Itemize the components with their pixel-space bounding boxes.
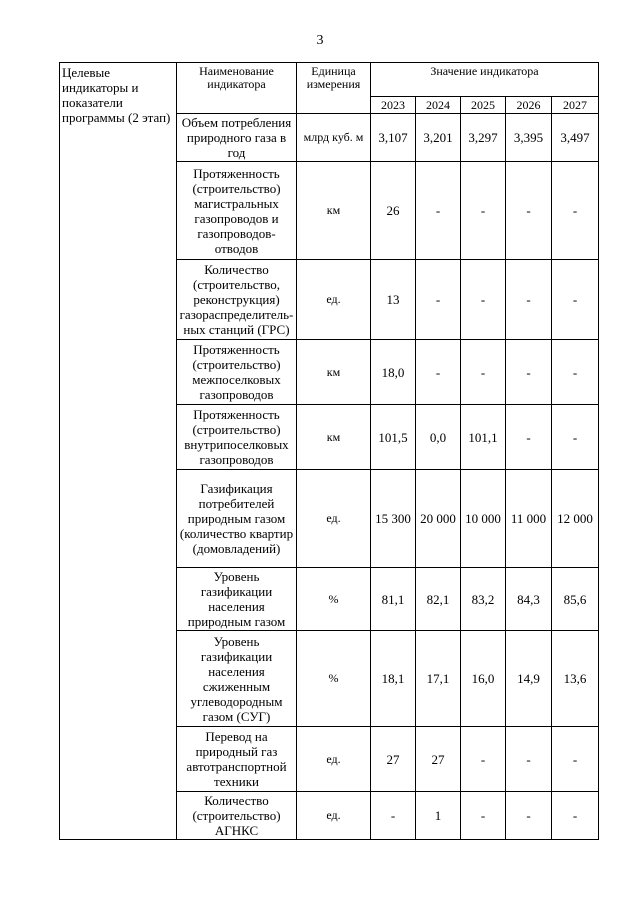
indicator-value: - (461, 162, 506, 260)
indicator-unit: % (297, 631, 371, 727)
indicator-name: Перевод на природный газ автотранспортной техники (177, 727, 297, 792)
indicator-name: Объем потребления природного газа в год (177, 114, 297, 162)
indicator-value: 13,6 (552, 631, 599, 727)
indicator-value: - (552, 162, 599, 260)
indicators-table (59, 62, 599, 840)
header-year: 2026 (506, 97, 552, 114)
indicator-value: - (506, 260, 552, 340)
indicator-value: 82,1 (416, 568, 461, 631)
indicator-value: - (506, 340, 552, 405)
indicator-value: - (461, 340, 506, 405)
indicator-value: - (461, 792, 506, 840)
indicator-unit: ед. (297, 792, 371, 840)
indicator-unit: ед. (297, 727, 371, 792)
indicator-value: - (416, 340, 461, 405)
indicator-unit: км (297, 340, 371, 405)
header-values: Значение индикатора (371, 63, 599, 97)
indicator-value: - (552, 727, 599, 792)
indicator-name: Газификация потребителей природным газом (количество квартир (домовладений) (177, 470, 297, 568)
indicator-unit: ед. (297, 260, 371, 340)
indicator-value: 27 (416, 727, 461, 792)
indicator-name: Количество (строительство) АГНКС (177, 792, 297, 840)
indicator-value: 101,5 (371, 405, 416, 470)
indicator-unit: ед. (297, 470, 371, 568)
indicator-value: 83,2 (461, 568, 506, 631)
indicator-value: 85,6 (552, 568, 599, 631)
indicator-value: 81,1 (371, 568, 416, 631)
header-year: 2023 (371, 97, 416, 114)
header-year: 2024 (416, 97, 461, 114)
indicator-value: - (506, 727, 552, 792)
indicator-value: 20 000 (416, 470, 461, 568)
indicator-value: 16,0 (461, 631, 506, 727)
indicator-value: - (552, 340, 599, 405)
indicator-value: - (416, 260, 461, 340)
indicator-value: 26 (371, 162, 416, 260)
indicator-unit: км (297, 405, 371, 470)
indicator-value: - (461, 260, 506, 340)
indicator-value: 18,0 (371, 340, 416, 405)
indicator-value: 3,395 (506, 114, 552, 162)
indicator-name: Протяженность (строительство) межпоселковых газопроводов (177, 340, 297, 405)
indicator-value: 3,107 (371, 114, 416, 162)
indicator-value: - (506, 792, 552, 840)
indicator-value: 14,9 (506, 631, 552, 727)
header-unit: Единица измерения (297, 63, 371, 114)
indicator-value: 3,297 (461, 114, 506, 162)
indicator-value: 15 300 (371, 470, 416, 568)
indicator-unit: млрд куб. м (297, 114, 371, 162)
indicator-name: Уровень газификации населения природным газом (177, 568, 297, 631)
indicator-name: Протяженность (строительство) магистральных газопроводов и газопроводов-отводов (177, 162, 297, 260)
indicator-name: Уровень газификации населения сжиженным углеводородным газом (СУГ) (177, 631, 297, 727)
indicator-value: 0,0 (416, 405, 461, 470)
indicator-value: 3,201 (416, 114, 461, 162)
indicator-value: - (461, 727, 506, 792)
indicator-value: 84,3 (506, 568, 552, 631)
indicator-name: Количество (строительство, реконструкция) газораспределитель-ных станций (ГРС) (177, 260, 297, 340)
indicator-value: - (506, 405, 552, 470)
indicator-unit: км (297, 162, 371, 260)
indicator-value: 13 (371, 260, 416, 340)
indicator-value: 17,1 (416, 631, 461, 727)
indicator-value: - (552, 260, 599, 340)
indicator-value: 18,1 (371, 631, 416, 727)
indicator-name: Протяженность (строительство) внутрипоселковых газопроводов (177, 405, 297, 470)
indicator-unit: % (297, 568, 371, 631)
program-section-label: Целевые индикаторы и показатели программы (2 этап) (60, 63, 177, 840)
header-year: 2027 (552, 97, 599, 114)
indicator-value: 1 (416, 792, 461, 840)
indicator-value: - (371, 792, 416, 840)
indicator-value: 101,1 (461, 405, 506, 470)
indicator-value: - (416, 162, 461, 260)
indicator-value: 10 000 (461, 470, 506, 568)
indicator-value: - (552, 405, 599, 470)
indicator-value: 11 000 (506, 470, 552, 568)
header-name: Наименование индикатора (177, 63, 297, 114)
indicator-value: - (506, 162, 552, 260)
indicator-value: 27 (371, 727, 416, 792)
indicator-value: - (552, 792, 599, 840)
header-year: 2025 (461, 97, 506, 114)
indicator-value: 12 000 (552, 470, 599, 568)
indicator-value: 3,497 (552, 114, 599, 162)
page-number: 3 (316, 33, 324, 48)
